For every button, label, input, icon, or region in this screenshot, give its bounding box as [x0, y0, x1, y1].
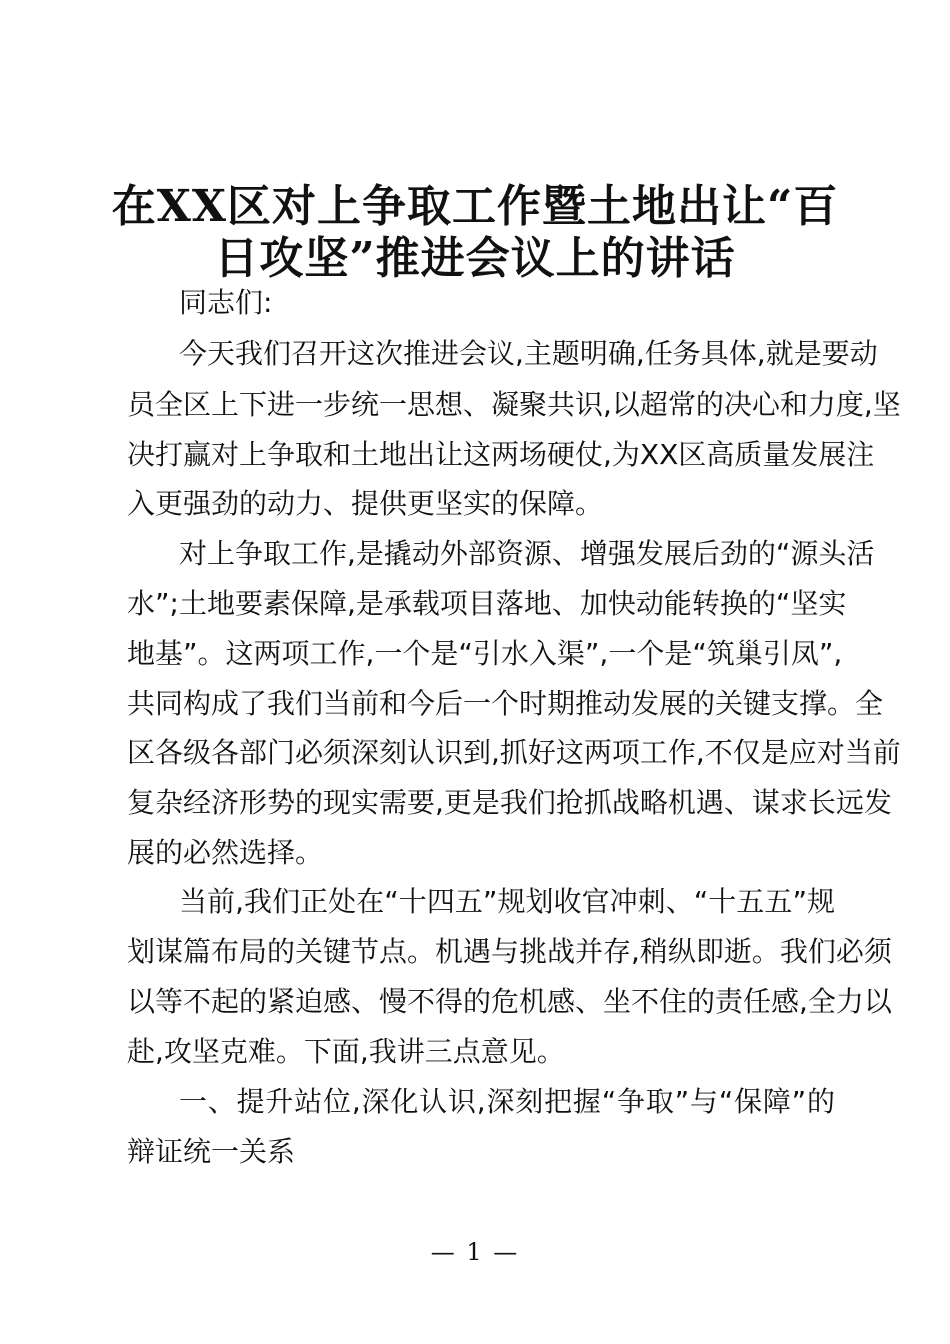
paragraph-line: 员全区上下进一步统一思想、凝聚共识,以超常的决心和力度,坚: [127, 388, 901, 421]
paragraph-line: 水”;土地要素保障,是承载项目落地、加快动能转换的“坚实: [127, 587, 847, 620]
page-number: — 1 —: [430, 1238, 520, 1266]
paragraph-line: 决打赢对上争取和土地出让这两场硬仗,为XX区高质量发展注: [127, 438, 875, 471]
paragraph-line: 入更强劲的动力、提供更坚实的保障。: [127, 487, 604, 520]
paragraph-line: 以等不起的紧迫感、慢不得的危机感、坐不住的责任感,全力以: [127, 985, 892, 1018]
paragraph-line: 共同构成了我们当前和今后一个时期推动发展的关键支撑。全: [127, 687, 884, 720]
paragraph-line: 划谋篇布局的关键节点。机遇与挑战并存,稍纵即逝。我们必须: [127, 935, 892, 968]
paragraph-line: 当前,我们正处在“十四五”规划收官冲刺、“十五五”规: [179, 885, 835, 918]
salutation: 同志们:: [179, 286, 273, 319]
document-title-line-2: 日攻坚”推进会议上的讲话: [214, 233, 736, 284]
paragraph-line: 赴,攻坚克难。下面,我讲三点意见。: [127, 1035, 565, 1068]
paragraph-line: 今天我们召开这次推进会议,主题明确,任务具体,就是要动: [179, 337, 878, 370]
paragraph-line: 对上争取工作,是撬动外部资源、增强发展后劲的“源头活: [179, 537, 875, 570]
section-heading-line: 一、提升站位,深化认识,深刻把握“争取”与“保障”的: [179, 1085, 835, 1118]
paragraph-line: 区各级各部门必须深刻认识到,抓好这两项工作,不仅是应对当前: [127, 736, 901, 769]
paragraph-line: 复杂经济形势的现实需要,更是我们抢抓战略机遇、谋求长远发: [127, 786, 892, 819]
section-heading-line: 辩证统一关系: [127, 1135, 296, 1168]
document-title-line-1: 在XX区对上争取工作暨土地出让“百: [111, 181, 839, 232]
paragraph-line: 展的必然选择。: [127, 836, 324, 869]
paragraph-line: 地基”。这两项工作,一个是“引水入渠”,一个是“筑巢引凤”,: [127, 637, 843, 670]
